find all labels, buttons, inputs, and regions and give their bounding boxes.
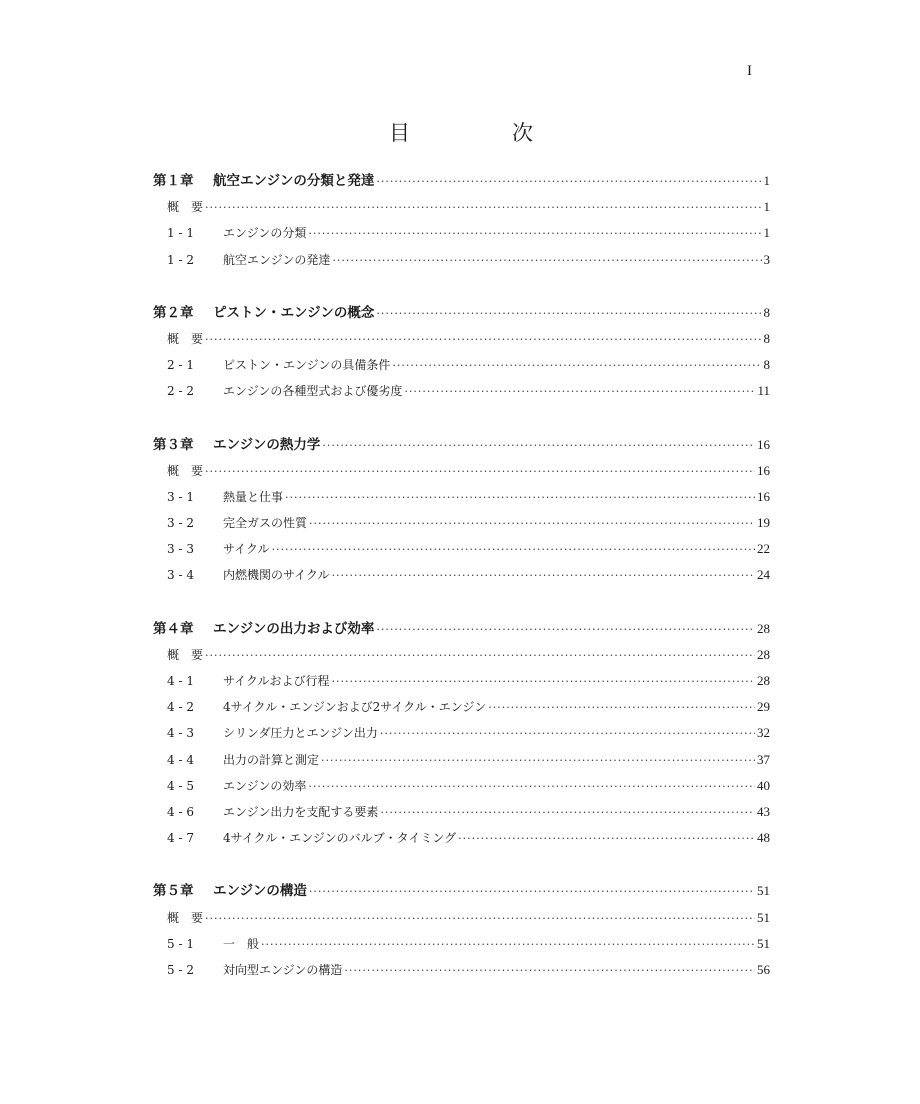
dot-leader (285, 485, 755, 511)
page-ref: 1 (763, 173, 770, 188)
section-number: 4 - 4 (167, 752, 194, 767)
section-entry[interactable] (153, 378, 770, 404)
chapter-number: 第３章 (153, 436, 194, 453)
dot-leader (322, 433, 755, 459)
section-title: 対向型エンジンの構造 (223, 962, 343, 977)
section-entry[interactable] (153, 194, 770, 220)
section-entry[interactable] (153, 747, 770, 773)
section-number: 4 - 2 (167, 700, 194, 715)
section-number: 4 - 3 (167, 726, 194, 741)
section-title: エンジンの効率 (223, 778, 307, 793)
chapter-4 (153, 616, 770, 852)
page-ref: 19 (757, 515, 770, 531)
page-ref: 16 (757, 436, 770, 452)
page-ref: 8 (763, 330, 770, 346)
section-title: エンジン出力を支配する要素 (223, 804, 379, 819)
dot-leader (332, 248, 761, 274)
page-ref: 3 (763, 251, 770, 267)
chapter-5 (153, 878, 770, 983)
table-of-contents (153, 168, 770, 1010)
chapter-title: エンジンの熱力学 (213, 436, 321, 453)
section-number: 5 - 2 (167, 962, 194, 977)
dot-leader (309, 879, 755, 905)
page-ref: 29 (757, 699, 770, 715)
page-ref: 37 (757, 751, 770, 767)
chapter-number: 第１章 (153, 173, 194, 189)
section-entry[interactable] (153, 326, 770, 352)
chapter-number: 第５章 (153, 883, 194, 900)
page-number: I (747, 63, 752, 79)
section-title: シリンダ圧力とエンジン出力 (223, 726, 378, 741)
section-title: 内燃機関のサイクル (223, 568, 330, 583)
page-ref: 56 (757, 961, 770, 977)
section-entry[interactable] (153, 352, 770, 378)
dot-leader (404, 379, 755, 405)
section-entry[interactable] (153, 694, 770, 720)
page-ref: 24 (757, 567, 770, 583)
section-entry[interactable] (153, 799, 770, 825)
dot-leader (332, 669, 755, 695)
chapter-heading[interactable] (153, 168, 770, 194)
page-ref: 28 (757, 673, 770, 688)
dot-leader (308, 221, 761, 247)
section-number: 1 - 2 (167, 252, 194, 267)
dot-leader (205, 643, 755, 669)
section-number: 概 要 (167, 463, 204, 478)
section-title: 完全ガスの性質 (223, 516, 308, 531)
dot-leader (321, 748, 755, 774)
section-entry[interactable] (153, 536, 770, 562)
page-ref: 51 (757, 935, 770, 951)
title-char-2: 次 (512, 121, 533, 145)
page-ref: 51 (757, 883, 770, 899)
section-number: 3 - 4 (167, 568, 194, 583)
section-entry[interactable] (153, 773, 770, 799)
section-entry[interactable] (153, 458, 770, 484)
page-ref: 28 (757, 646, 770, 662)
page-ref: 51 (757, 909, 770, 925)
chapter-heading[interactable] (153, 432, 770, 458)
section-title: ピストン・エンジンの具備条件 (223, 358, 391, 373)
page-ref: 1 (763, 225, 770, 241)
section-number: 5 - 1 (167, 936, 194, 951)
section-number: 4 - 6 (167, 804, 194, 819)
section-number: 概 要 (167, 647, 204, 662)
section-number: 2 - 2 (167, 384, 194, 399)
section-title: 航空エンジンの発達 (223, 252, 331, 267)
dot-leader (488, 695, 755, 721)
section-number: 1 - 1 (167, 226, 194, 241)
section-number: 概 要 (167, 331, 204, 346)
chapter-number: 第２章 (153, 304, 194, 321)
section-title: 4サイクル・エンジンのバルブ・タイミング (223, 831, 457, 846)
page-ref: 40 (757, 777, 770, 793)
section-entry[interactable] (153, 220, 770, 246)
dot-leader (261, 932, 755, 958)
section-title: サイクル (223, 542, 270, 557)
section-title: サイクルおよび行程 (223, 674, 330, 688)
chapter-number: 第４章 (153, 620, 194, 637)
section-title: エンジンの分類 (223, 226, 307, 241)
page-ref: 8 (763, 304, 770, 320)
section-entry[interactable] (153, 931, 770, 957)
page-ref: 28 (757, 620, 770, 636)
section-number: 3 - 2 (167, 516, 194, 531)
section-number: 4 - 7 (167, 831, 194, 846)
page-ref: 32 (757, 725, 770, 741)
section-number: 3 - 3 (167, 542, 194, 557)
dot-leader (344, 958, 755, 984)
dot-leader (380, 800, 755, 826)
chapter-3 (153, 432, 770, 589)
dot-leader (376, 301, 761, 327)
section-number: 4 - 1 (167, 674, 194, 688)
section-number: 3 - 1 (167, 489, 194, 504)
section-entry[interactable] (153, 484, 770, 510)
section-title: 出力の計算と測定 (223, 752, 320, 767)
chapter-heading[interactable] (153, 878, 770, 904)
page-ref: 16 (757, 488, 770, 504)
page-ref: 48 (757, 830, 770, 846)
section-entry[interactable] (153, 720, 770, 746)
section-entry[interactable] (153, 957, 770, 983)
dot-leader (332, 563, 755, 589)
dot-leader (205, 459, 755, 485)
dot-leader (272, 537, 755, 563)
page-ref: 1 (763, 199, 770, 215)
section-title: エンジンの各種型式および優劣度 (223, 384, 403, 399)
section-number: 概 要 (167, 200, 204, 215)
section-entry[interactable] (153, 562, 770, 588)
section-number: 2 - 1 (167, 358, 194, 373)
chapter-heading[interactable] (153, 300, 770, 326)
dot-leader (309, 511, 755, 537)
section-entry[interactable] (153, 642, 770, 668)
dot-leader (376, 617, 755, 643)
section-entry[interactable] (153, 668, 770, 694)
section-entry[interactable] (153, 510, 770, 536)
section-title: 熱量と仕事 (223, 489, 284, 504)
section-number: 4 - 5 (167, 778, 194, 793)
chapter-title: エンジンの出力および効率 (213, 620, 375, 637)
section-number: 概 要 (167, 910, 204, 925)
chapter-heading[interactable] (153, 616, 770, 642)
section-title: 一 般 (223, 936, 260, 951)
dot-leader (205, 906, 755, 932)
chapter-title: エンジンの構造 (213, 883, 307, 900)
chapter-title: ピストン・エンジンの概念 (213, 304, 375, 321)
title-char-1: 目 (389, 121, 410, 145)
dot-leader (380, 721, 755, 747)
dot-leader (308, 774, 755, 800)
section-entry[interactable] (153, 247, 770, 273)
chapter-2 (153, 300, 770, 405)
page-ref: 22 (757, 541, 770, 557)
page-ref: 11 (757, 383, 770, 399)
page-ref: 8 (763, 357, 770, 373)
page-ref: 16 (757, 462, 770, 478)
chapter-1 (153, 168, 770, 273)
dot-leader (392, 353, 761, 379)
section-title: 4サイクル・エンジンおよび2サイクル・エンジン (223, 700, 487, 715)
dot-leader (205, 195, 761, 221)
chapter-title: 航空エンジンの分類と発達 (213, 173, 375, 189)
dot-leader (376, 169, 761, 195)
dot-leader (458, 826, 755, 852)
page-ref: 43 (757, 803, 770, 819)
dot-leader (205, 327, 761, 353)
section-entry[interactable] (153, 905, 770, 931)
section-entry[interactable] (153, 825, 770, 851)
